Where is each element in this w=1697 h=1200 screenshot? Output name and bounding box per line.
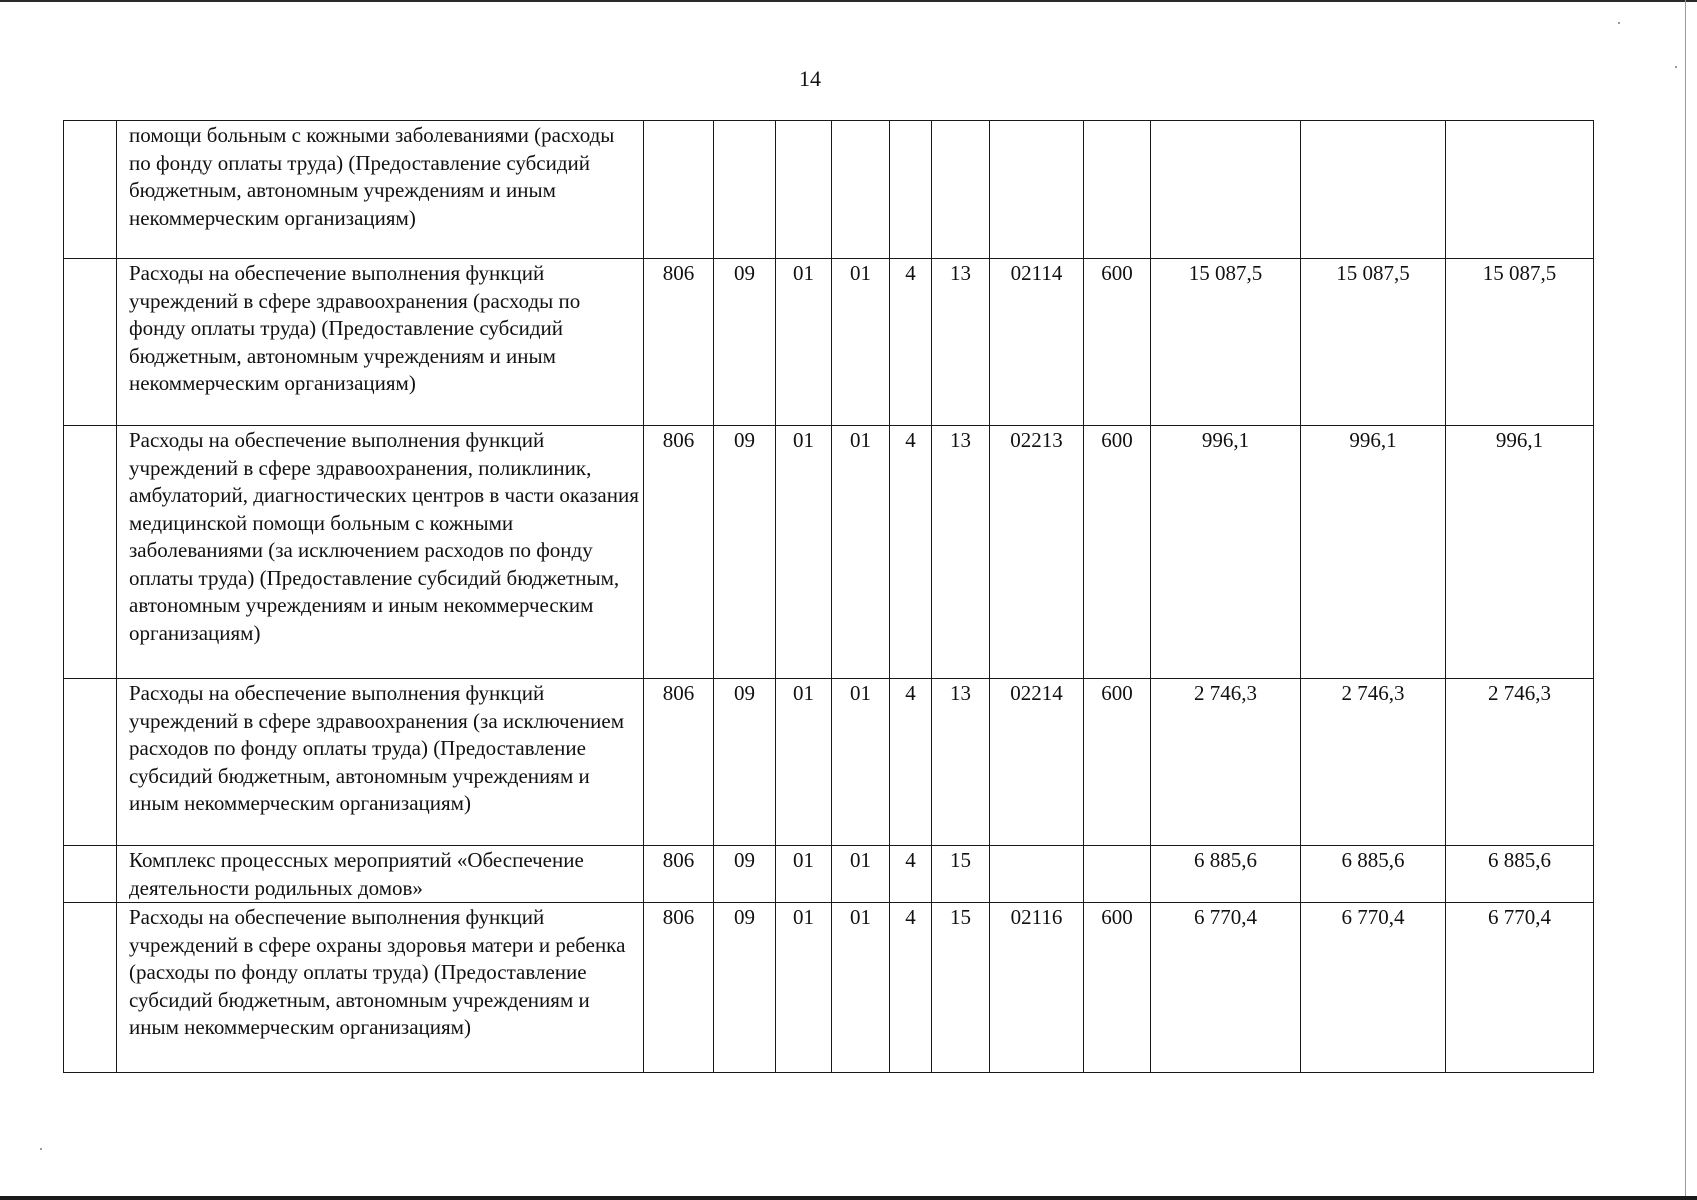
amount-year-2-cell: 6 885,6 <box>1301 846 1446 903</box>
amount-year-1-cell: 6 770,4 <box>1151 903 1301 1073</box>
amount-year-3-cell: 6 885,6 <box>1446 846 1594 903</box>
type-code-cell: 600 <box>1084 259 1151 426</box>
event-code-cell: 15 <box>932 846 990 903</box>
page-number: 14 <box>799 66 821 91</box>
table-row <box>64 903 1594 1073</box>
expense-code-cell <box>990 121 1084 259</box>
amount-year-2-cell: 6 770,4 <box>1301 903 1446 1073</box>
subsection-code-cell: 01 <box>776 846 832 903</box>
admin-code-cell: 806 <box>644 903 714 1073</box>
section-code-cell: 09 <box>714 846 776 903</box>
program-code-cell: 01 <box>832 259 890 426</box>
direction-code-cell: 4 <box>890 846 932 903</box>
scan-speck <box>1618 22 1620 24</box>
right-scan-edge <box>1685 0 1686 1200</box>
budget-table <box>63 120 1594 1073</box>
description-cell: Расходы на обеспечение выполнения функций учреждений в сфере здравоохранения (за исключением расходов по фонду оплаты труда) (Предоставление субсидий бюджетным, автономным учреждениям и иным некоммерческим организациям) <box>117 679 644 846</box>
type-code-cell <box>1084 846 1151 903</box>
amount-year-1-cell: 996,1 <box>1151 426 1301 679</box>
expense-code-cell: 02114 <box>990 259 1084 426</box>
event-code-cell: 13 <box>932 259 990 426</box>
program-code-cell: 01 <box>832 903 890 1073</box>
amount-year-2-cell: 2 746,3 <box>1301 679 1446 846</box>
expense-code-cell: 02214 <box>990 679 1084 846</box>
event-code-cell: 13 <box>932 426 990 679</box>
direction-code-cell: 4 <box>890 426 932 679</box>
admin-code-cell <box>644 121 714 259</box>
expense-code-cell: 02213 <box>990 426 1084 679</box>
section-code-cell: 09 <box>714 259 776 426</box>
expense-code-cell <box>990 846 1084 903</box>
table-row <box>64 426 1594 679</box>
event-code-cell <box>932 121 990 259</box>
direction-code-cell: 4 <box>890 679 932 846</box>
scan-speck <box>1675 66 1677 68</box>
subsection-code-cell <box>776 121 832 259</box>
program-code-cell <box>832 121 890 259</box>
description-cell: Расходы на обеспечение выполнения функций учреждений в сфере охраны здоровья матери и ребенка (расходы по фонду оплаты труда) (Предоставление субсидий бюджетным, автономным учреждениям и иным некоммерческим организациям) <box>117 903 644 1073</box>
program-code-cell: 01 <box>832 679 890 846</box>
type-code-cell <box>1084 121 1151 259</box>
program-code-cell: 01 <box>832 426 890 679</box>
amount-year-2-cell: 15 087,5 <box>1301 259 1446 426</box>
admin-code-cell: 806 <box>644 846 714 903</box>
admin-code-cell: 806 <box>644 679 714 846</box>
description-cell: помощи больным с кожными заболеваниями (расходы по фонду оплаты труда) (Предоставление субсидий бюджетным, автономным учреждениям и иным некоммерческим организациям) <box>117 121 644 259</box>
admin-code-cell: 806 <box>644 259 714 426</box>
row-number-cell <box>64 259 117 426</box>
event-code-cell: 13 <box>932 679 990 846</box>
row-number-cell <box>64 121 117 259</box>
section-code-cell: 09 <box>714 679 776 846</box>
amount-year-3-cell <box>1446 121 1594 259</box>
admin-code-cell: 806 <box>644 426 714 679</box>
type-code-cell: 600 <box>1084 903 1151 1073</box>
description-cell: Комплекс процессных мероприятий «Обеспечение деятельности родильных домов» <box>117 846 644 903</box>
budget-table-body <box>64 121 1594 1073</box>
amount-year-1-cell: 6 885,6 <box>1151 846 1301 903</box>
scan-speck <box>40 1148 42 1150</box>
expense-code-cell: 02116 <box>990 903 1084 1073</box>
type-code-cell: 600 <box>1084 426 1151 679</box>
amount-year-2-cell: 996,1 <box>1301 426 1446 679</box>
amount-year-1-cell: 2 746,3 <box>1151 679 1301 846</box>
subsection-code-cell: 01 <box>776 679 832 846</box>
program-code-cell: 01 <box>832 846 890 903</box>
direction-code-cell: 4 <box>890 259 932 426</box>
subsection-code-cell: 01 <box>776 426 832 679</box>
amount-year-1-cell <box>1151 121 1301 259</box>
row-number-cell <box>64 903 117 1073</box>
description-cell: Расходы на обеспечение выполнения функций учреждений в сфере здравоохранения, поликлиник, амбулаторий, диагностических центров в части оказания медицинской помощи больным с кожными заболеваниями (за исключением расходов по фонду оплаты труда) (Предоставление субсидий бюджетным, автономным учреждениям и иным некоммерческим организациям) <box>117 426 644 679</box>
type-code-cell: 600 <box>1084 679 1151 846</box>
section-code-cell: 09 <box>714 426 776 679</box>
section-code-cell: 09 <box>714 903 776 1073</box>
amount-year-3-cell: 996,1 <box>1446 426 1594 679</box>
table-row <box>64 679 1594 846</box>
direction-code-cell <box>890 121 932 259</box>
amount-year-1-cell: 15 087,5 <box>1151 259 1301 426</box>
top-scan-edge <box>0 0 1697 2</box>
row-number-cell <box>64 846 117 903</box>
amount-year-3-cell: 2 746,3 <box>1446 679 1594 846</box>
amount-year-3-cell: 6 770,4 <box>1446 903 1594 1073</box>
section-code-cell <box>714 121 776 259</box>
direction-code-cell: 4 <box>890 903 932 1073</box>
subsection-code-cell: 01 <box>776 259 832 426</box>
description-cell: Расходы на обеспечение выполнения функций учреждений в сфере здравоохранения (расходы по фонду оплаты труда) (Предоставление субсидий бюджетным, автономным учреждениям и иным некоммерческим организациям) <box>117 259 644 426</box>
amount-year-2-cell <box>1301 121 1446 259</box>
table-row <box>64 121 1594 259</box>
row-number-cell <box>64 426 117 679</box>
bottom-scan-edge <box>0 1196 1697 1200</box>
table-row <box>64 846 1594 903</box>
table-row <box>64 259 1594 426</box>
subsection-code-cell: 01 <box>776 903 832 1073</box>
row-number-cell <box>64 679 117 846</box>
event-code-cell: 15 <box>932 903 990 1073</box>
amount-year-3-cell: 15 087,5 <box>1446 259 1594 426</box>
